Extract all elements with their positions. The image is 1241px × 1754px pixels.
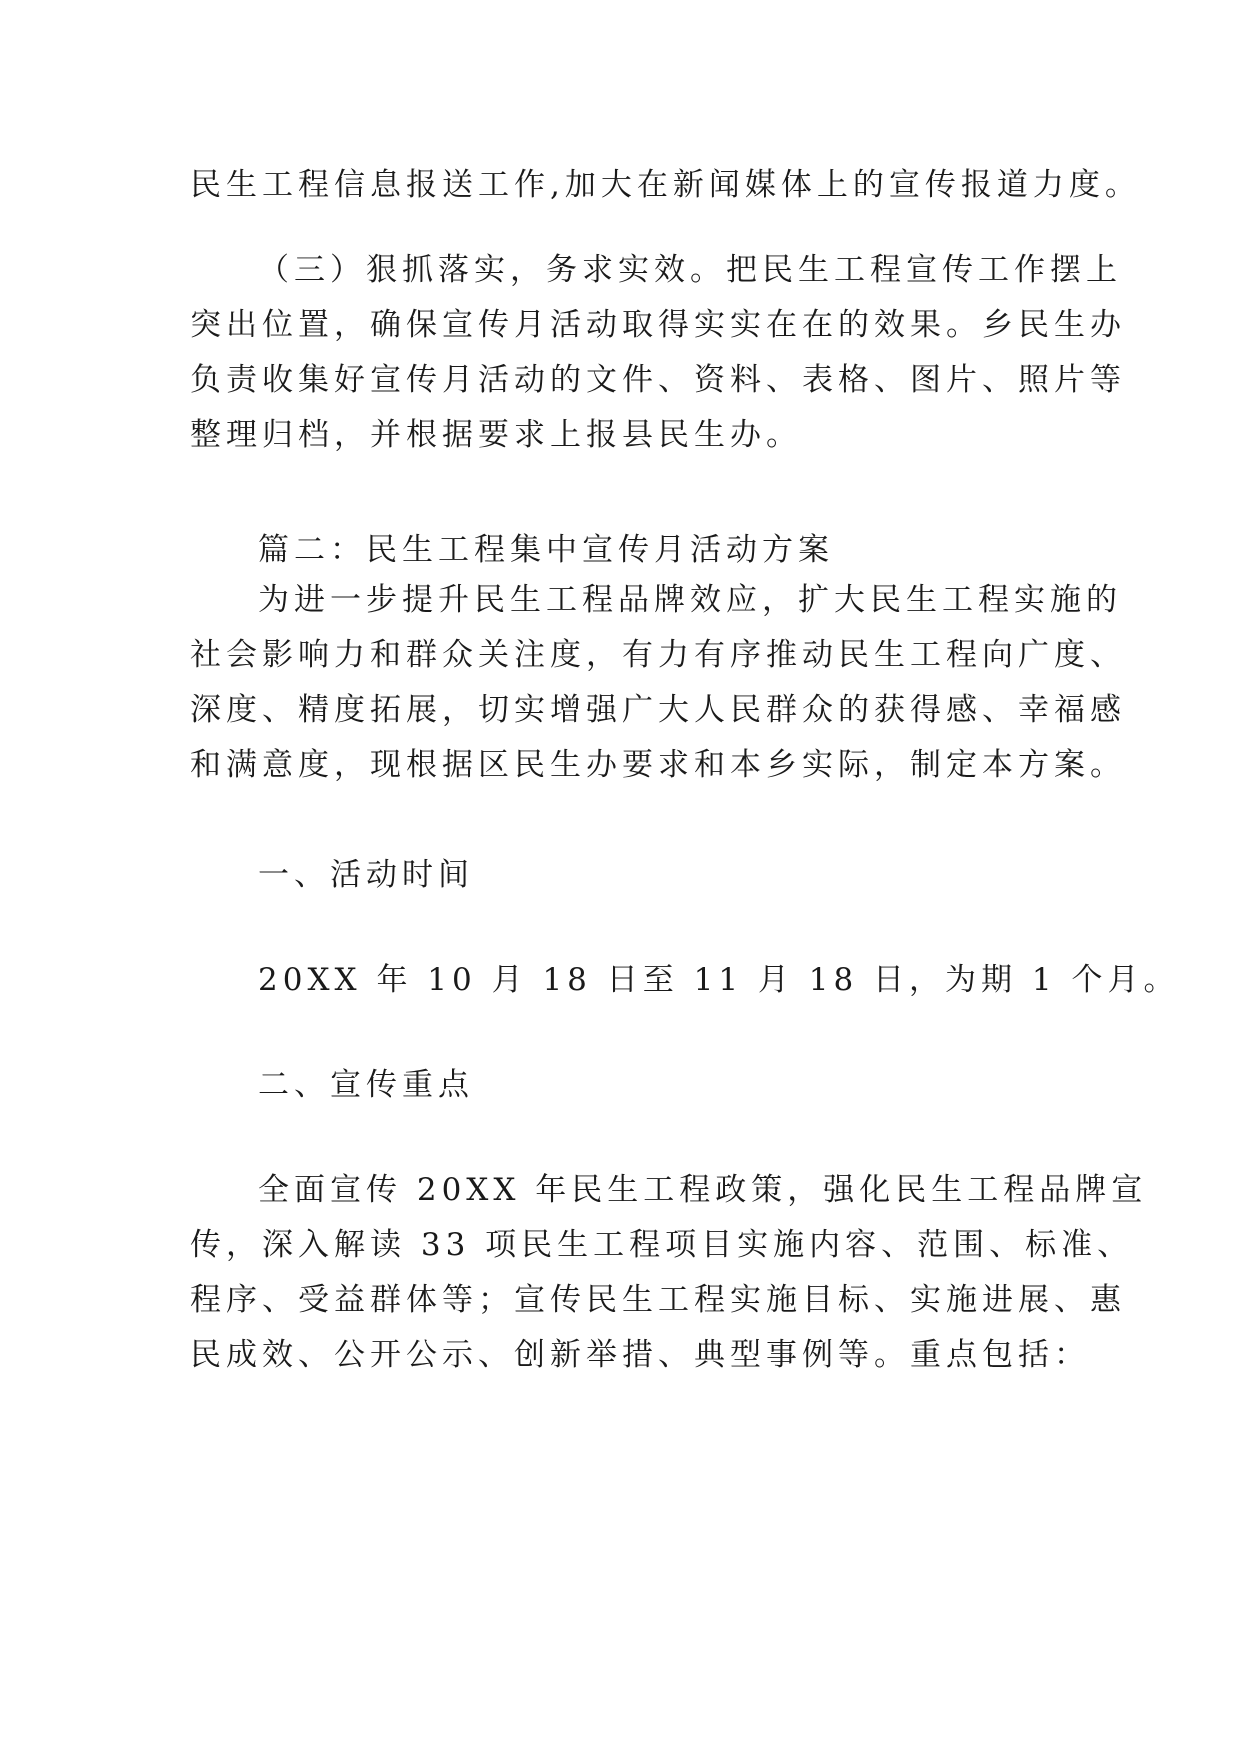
paragraph-line: 程序、受益群体等；宣传民生工程实施目标、实施进展、惠 xyxy=(190,1282,1126,1318)
paragraph-line: 深度、精度拓展，切实增强广大人民群众的获得感、幸福感 xyxy=(190,692,1126,728)
section-heading: 一、活动时间 xyxy=(258,857,474,893)
paragraph-line: 为进一步提升民生工程品牌效应，扩大民生工程实施的 xyxy=(258,582,1122,618)
paragraph-line: 突出位置，确保宣传月活动取得实实在在的效果。乡民生办 xyxy=(190,307,1126,343)
paragraph-line: 传，深入解读 33 项民生工程项目实施内容、范围、标准、 xyxy=(190,1227,1134,1263)
paragraph-line: 全面宣传 20XX 年民生工程政策，强化民生工程品牌宣 xyxy=(258,1172,1148,1208)
paragraph-line: 整理归档，并根据要求上报县民生办。 xyxy=(190,417,802,453)
paragraph-line: 和满意度，现根据区民生办要求和本乡实际，制定本方案。 xyxy=(190,747,1126,783)
paragraph-line: 民成效、公开公示、创新举措、典型事例等。重点包括： xyxy=(190,1337,1090,1373)
paragraph-line: 20XX 年 10 月 18 日至 11 月 18 日，为期 1 个月。 xyxy=(258,962,1180,998)
paragraph-line: 民生工程信息报送工作,加大在新闻媒体上的宣传报道力度。 xyxy=(190,167,1141,203)
section-heading: 二、宣传重点 xyxy=(258,1067,474,1103)
paragraph-line: （三）狠抓落实，务求实效。把民生工程宣传工作摆上 xyxy=(258,252,1122,288)
section-title: 篇二：民生工程集中宣传月活动方案 xyxy=(258,532,834,568)
paragraph-line: 负责收集好宣传月活动的文件、资料、表格、图片、照片等 xyxy=(190,362,1126,398)
paragraph-line: 社会影响力和群众关注度，有力有序推动民生工程向广度、 xyxy=(190,637,1126,673)
